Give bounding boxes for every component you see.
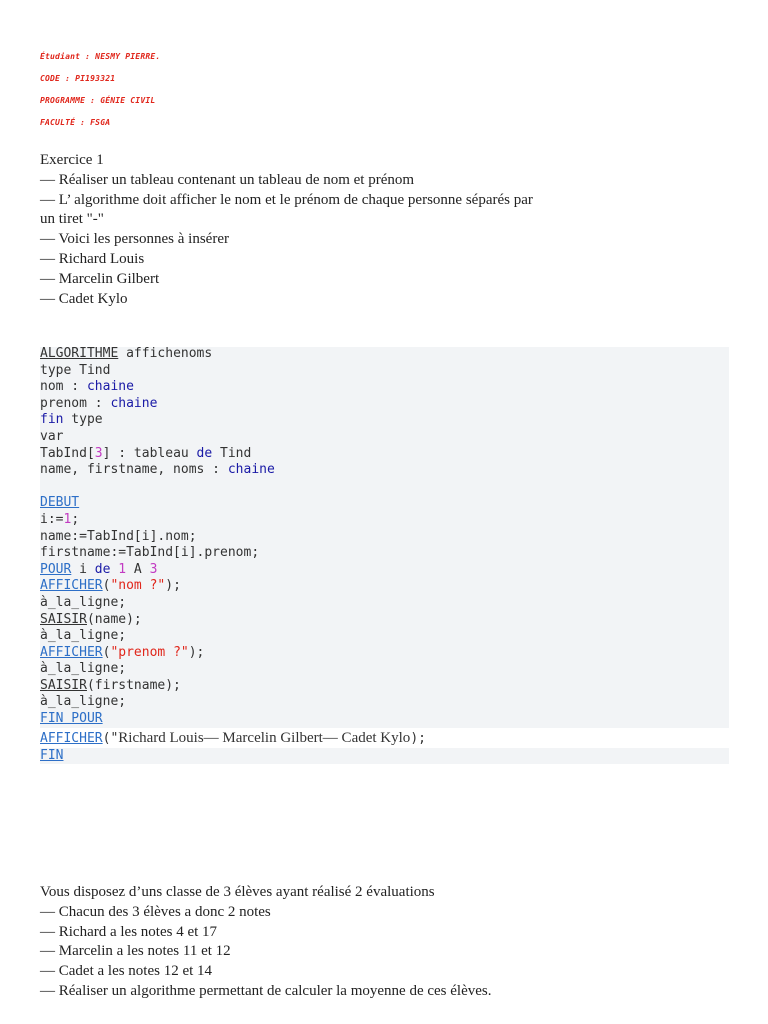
code-string: "nom ?" xyxy=(110,578,166,594)
exercise-line: — L’ algorithme doit afficher le nom et le prénom de chaque personne séparés par xyxy=(40,191,533,208)
code-string: "prenom ?" xyxy=(110,644,189,660)
code-blank-line xyxy=(40,479,275,496)
code-keyword-link[interactable]: FIN POUR xyxy=(40,711,103,727)
exercise-line: — Marcelin a les notes 11 et 12 xyxy=(40,943,231,960)
exercise-line: — Chacun des 3 élèves a donc 2 notes xyxy=(40,903,271,920)
code-line: type Tind xyxy=(40,362,111,378)
code-type: chaine xyxy=(227,462,275,478)
exercise-line: — Réaliser un algorithme permettant de calculer la moyenne de ces élèves. xyxy=(40,982,492,999)
code-line: i:=1; xyxy=(40,511,80,527)
exercise-line: — Richard a les notes 4 et 17 xyxy=(40,923,218,940)
code-serif-text: Richard Louis— Marcelin Gilbert— Cadet Kylo xyxy=(118,729,411,746)
code-number: 3 xyxy=(149,561,158,577)
exercise-2 xyxy=(40,883,491,1002)
exercise-line: — Richard Louis xyxy=(40,250,145,267)
code-line xyxy=(40,495,275,512)
code-line: ALGORITHME affichenoms xyxy=(40,346,213,361)
code-keyword: de xyxy=(94,561,111,577)
code-keyword-link[interactable]: AFFICHER xyxy=(40,644,103,660)
student-code: CODE : PI193321 xyxy=(40,74,116,83)
code-type: chaine xyxy=(86,379,134,395)
code-keyword-link[interactable]: DEBUT xyxy=(40,495,80,511)
exercise-line: — Marcelin Gilbert xyxy=(40,270,160,287)
code-line: name:=TabInd[i].nom; xyxy=(40,528,197,544)
code-keyword: ALGORITHME xyxy=(40,346,119,361)
student-faculty: FACULTÉ : FSGA xyxy=(40,118,111,127)
code-keyword-link[interactable]: FIN xyxy=(40,747,64,763)
code-number: 1 xyxy=(63,511,72,527)
student-name: Étudiant : NESMY PIERRE. xyxy=(40,52,161,61)
exercise-line: — Voici les personnes à insérer xyxy=(40,231,229,248)
exercise-line: Vous disposez d’uns classe de 3 élèves ayant réalisé 2 évaluations xyxy=(40,884,435,900)
code-keyword-link[interactable]: AFFICHER xyxy=(40,730,103,746)
code-line: AFFICHER("nom ?"); xyxy=(40,578,181,594)
code-line: nom : chaine xyxy=(40,379,134,395)
code-line: à_la_ligne; xyxy=(40,594,127,610)
code-line: à_la_ligne; xyxy=(40,661,127,677)
exercise-line: un tiret "-" xyxy=(40,211,104,228)
code-keyword: SAISIR xyxy=(40,611,87,627)
exercise-1 xyxy=(40,151,533,309)
exercise-title: Exercice 1 xyxy=(40,152,104,168)
code-line: fin type xyxy=(40,412,103,428)
code-line: SAISIR(name); xyxy=(40,611,142,627)
code-keyword-link[interactable]: AFFICHER xyxy=(40,578,103,594)
code-line: AFFICHER("Richard Louis— Marcelin Gilbert— Cadet Kylo); xyxy=(40,728,729,748)
exercise-line: — Réaliser un tableau contenant un tableau de nom et prénom xyxy=(40,171,415,188)
code-keyword: de xyxy=(196,445,213,461)
code-line: SAISIR(firstname); xyxy=(40,677,181,693)
exercise-line: — Cadet a les notes 12 et 14 xyxy=(40,963,213,980)
code-line: à_la_ligne; xyxy=(40,628,127,644)
code-number: 1 xyxy=(118,561,127,577)
code-line: TabInd[3] : tableau de Tind xyxy=(40,445,252,461)
code-line: à_la_ligne; xyxy=(40,694,127,710)
code-keyword-link[interactable]: POUR xyxy=(40,561,72,577)
code-line: name, firstname, noms : chaine xyxy=(40,462,275,478)
code-line: POUR i de 1 A 3 xyxy=(40,561,158,577)
code-number: 3 xyxy=(94,445,103,461)
code-keyword: fin xyxy=(40,412,64,428)
code-line xyxy=(40,711,275,728)
code-block xyxy=(40,346,426,764)
student-program: PROGRAMME : GÉNIE CIVIL xyxy=(40,96,156,105)
code-line: prenom : chaine xyxy=(40,395,158,411)
exercise-line: — Cadet Kylo xyxy=(40,290,128,307)
code-type: chaine xyxy=(110,395,158,411)
code-line: firstname:=TabInd[i].prenom; xyxy=(40,545,260,561)
code-keyword: SAISIR xyxy=(40,677,87,693)
code-line: var xyxy=(40,428,64,444)
code-line xyxy=(40,748,275,765)
code-line: AFFICHER("prenom ?"); xyxy=(40,644,205,660)
